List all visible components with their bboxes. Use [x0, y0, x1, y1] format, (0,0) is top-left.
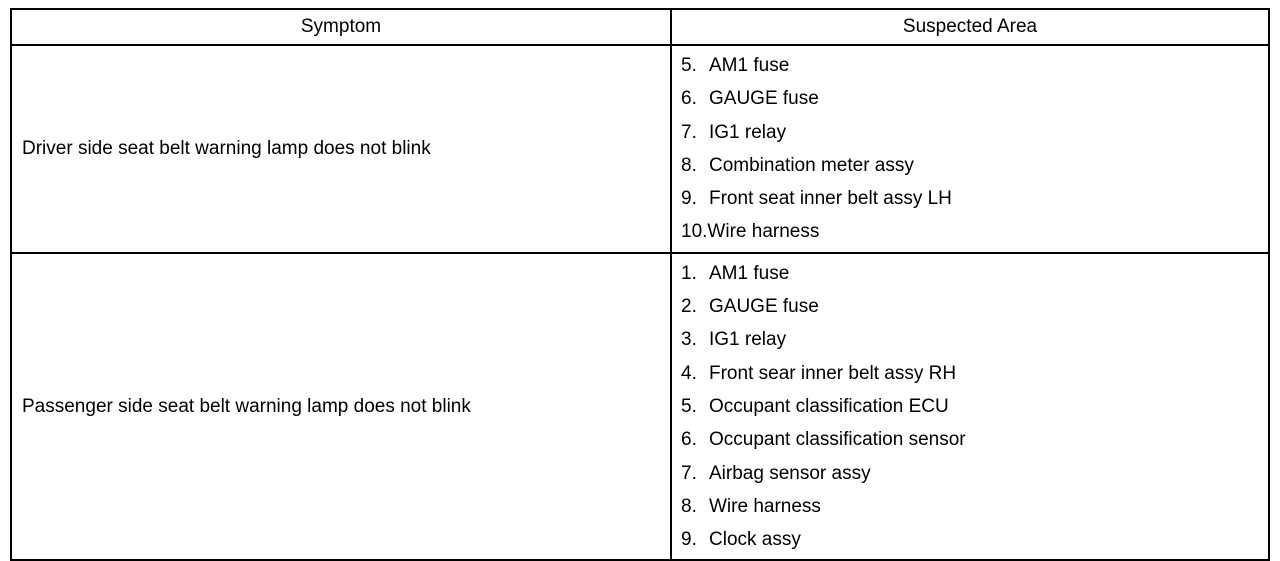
list-item [681, 490, 1268, 523]
item-number: 4. [681, 362, 697, 384]
list-item [681, 215, 1268, 248]
item-number: 5. [681, 55, 697, 76]
item-number: 9. [681, 188, 697, 210]
list-item [681, 257, 1268, 290]
suspected-area-list [681, 257, 1268, 557]
header-row [11, 9, 1269, 45]
item-text: Wire harness [707, 221, 820, 243]
item-text: Airbag sensor assy [709, 462, 871, 484]
item-number: 7. [681, 462, 697, 484]
item-text: Occupant classification ECU [709, 395, 949, 417]
item-text: Front sear inner belt assy RH [709, 362, 957, 384]
item-text: Combination meter assy [709, 154, 914, 176]
list-item [681, 182, 1268, 215]
item-number: 8. [681, 495, 697, 517]
list-item [681, 357, 1268, 390]
item-number: 2. [681, 296, 697, 318]
item-number: 1. [681, 262, 697, 284]
item-text: AM1 fuse [709, 55, 790, 76]
symptom-cell: Passenger side seat belt warning lamp does not blink [11, 253, 671, 561]
list-item [681, 82, 1268, 115]
item-number: 7. [681, 121, 697, 143]
list-item [681, 423, 1268, 456]
suspected-area-list [681, 49, 1268, 249]
table-row [11, 253, 1269, 561]
header-symptom: Symptom [11, 9, 671, 45]
item-text: IG1 relay [709, 121, 787, 143]
item-number: 3. [681, 329, 697, 351]
header-suspected-area: Suspected Area [671, 9, 1269, 45]
suspected-area-cell [671, 253, 1269, 561]
symptom-cell: Driver side seat belt warning lamp does not blink [11, 45, 671, 253]
list-item [681, 290, 1268, 323]
item-number: 9. [681, 529, 697, 551]
list-item [681, 457, 1268, 490]
item-number: 8. [681, 154, 697, 176]
list-item [681, 390, 1268, 423]
item-text: Occupant classification sensor [709, 429, 966, 451]
suspected-area-cell [671, 45, 1269, 253]
list-item [681, 49, 1268, 82]
item-text: Wire harness [709, 495, 821, 517]
list-item [681, 149, 1268, 182]
item-text: AM1 fuse [709, 262, 790, 284]
item-number: 6. [681, 429, 697, 451]
item-text: Front seat inner belt assy LH [709, 188, 952, 210]
symptom-table [10, 8, 1270, 561]
item-number: 10. [681, 221, 708, 243]
list-item [681, 523, 1268, 556]
item-text: GAUGE fuse [709, 296, 819, 318]
item-text: IG1 relay [709, 329, 787, 351]
list-item [681, 116, 1268, 149]
item-number: 6. [681, 88, 697, 110]
list-item [681, 323, 1268, 356]
item-text: Clock assy [709, 529, 801, 551]
item-number: 5. [681, 395, 697, 417]
item-text: GAUGE fuse [709, 88, 819, 110]
table-row [11, 45, 1269, 253]
